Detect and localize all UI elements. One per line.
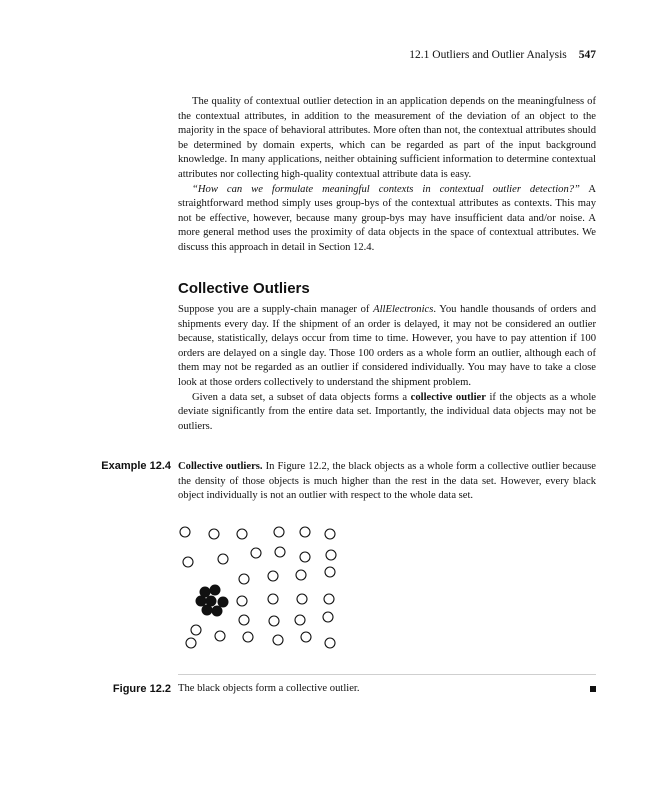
section-title: Collective Outliers xyxy=(178,280,310,297)
page-number: 547 xyxy=(578,49,596,61)
normal-object xyxy=(251,548,261,558)
running-header-section: 12.1 Outliers and Outlier Analysis xyxy=(409,49,567,61)
normal-object xyxy=(268,571,278,581)
normal-object xyxy=(215,631,225,641)
black-object xyxy=(200,587,210,597)
example-title: Collective outliers. xyxy=(178,461,263,472)
intro-text xyxy=(178,95,596,256)
section-paragraph-2-end: if the objects as a whole deviate significantly from the entire data set. Importantly, the individual data objects may not be outliers. xyxy=(178,391,596,432)
normal-object xyxy=(275,547,285,557)
intro-paragraph-2-rest: A straightforward method simply uses group-bys of the contextual attributes as contexts. This may not be effective, however, because many group-bys may have insufficient data and/or noise. A more general method uses the proximity of data objects in the space of contextual attributes. We discuss this approach in detail in Section 12.4. xyxy=(178,183,596,253)
normal-object xyxy=(274,527,284,537)
section-paragraph-2 xyxy=(178,391,596,435)
normal-object xyxy=(191,625,201,635)
collective-outlier-figure xyxy=(178,520,358,660)
normal-object xyxy=(268,594,278,604)
normal-object xyxy=(296,570,306,580)
collective-outlier-objects xyxy=(196,585,228,616)
normal-object xyxy=(297,594,307,604)
collective-outlier-term: collective outlier xyxy=(410,391,486,403)
normal-object xyxy=(325,638,335,648)
normal-object xyxy=(300,527,310,537)
black-object xyxy=(196,596,206,606)
normal-object xyxy=(269,616,279,626)
normal-object xyxy=(326,550,336,560)
section-paragraph-1-end: . You handle thousands of orders and shipments every day. If the shipment of an order is delayed, it may not be considered an outlier because, statistically, delays occur from time to time. However, you have to pay attention if 100 orders are delayed on a single day. Those 100 orders as a whole form an outlier, although each of them may not be regarded as an outlier if considered individually. You may have to take a close look at those orders collectively to understand the shipment problem. xyxy=(178,304,596,388)
black-object xyxy=(202,605,212,615)
normal-object xyxy=(325,529,335,539)
figure-caption: The black objects form a collective outlier. xyxy=(178,683,360,694)
section-paragraph-2-start: Given a data set, a subset of data objects forms a xyxy=(192,391,411,403)
section-paragraph-1-start: Suppose you are a supply-chain manager of xyxy=(178,304,374,315)
example-paragraph xyxy=(178,460,596,504)
section-body xyxy=(178,303,596,434)
example-text: In Figure 12.2, the black objects as a whole form a collective outlier because the density of those objects is much higher than the rest in the data set. However, every black object individually is not an outlier with respect to the whole data set. xyxy=(178,461,596,502)
normal-object xyxy=(183,557,193,567)
intro-question: “How can we formulate meaningful contexts in contextual outlier detection?” xyxy=(192,183,580,195)
normal-object xyxy=(324,594,334,604)
normal-object xyxy=(237,596,247,606)
normal-object xyxy=(273,635,283,645)
normal-object xyxy=(325,567,335,577)
end-of-example-mark xyxy=(590,686,596,692)
black-object xyxy=(206,596,216,606)
intro-paragraph-2 xyxy=(178,183,596,256)
normal-object xyxy=(295,615,305,625)
normal-object xyxy=(209,529,219,539)
black-object xyxy=(210,585,220,595)
company-name: AllElectronics xyxy=(373,304,434,315)
normal-object xyxy=(186,638,196,648)
normal-object xyxy=(237,529,247,539)
normal-object xyxy=(301,632,311,642)
normal-object xyxy=(239,615,249,625)
black-object xyxy=(218,597,228,607)
figure-divider xyxy=(178,674,596,675)
running-header xyxy=(409,49,596,61)
normal-object xyxy=(180,527,190,537)
figure-label: Figure 12.2 xyxy=(112,683,171,695)
normal-object xyxy=(239,574,249,584)
section-paragraph-1 xyxy=(178,303,596,391)
normal-object xyxy=(218,554,228,564)
example-body xyxy=(178,460,596,504)
normal-object xyxy=(300,552,310,562)
normal-object xyxy=(243,632,253,642)
normal-object xyxy=(323,612,333,622)
intro-paragraph-1: The quality of contextual outlier detection in an application depends on the meaningfulness of the contextual attributes, in addition to the measurement of the deviation of an object to the majority in the space of behavioral attributes. More often than not, the contextual attributes should be determined by domain experts, which can be regarded as part of the input background knowledge. In many applications, neither obtaining sufficient information to determine contextual attributes nor collecting high-quality contextual attribute data is easy. xyxy=(178,96,596,180)
black-object xyxy=(212,606,222,616)
example-label: Example 12.4 xyxy=(101,460,171,472)
